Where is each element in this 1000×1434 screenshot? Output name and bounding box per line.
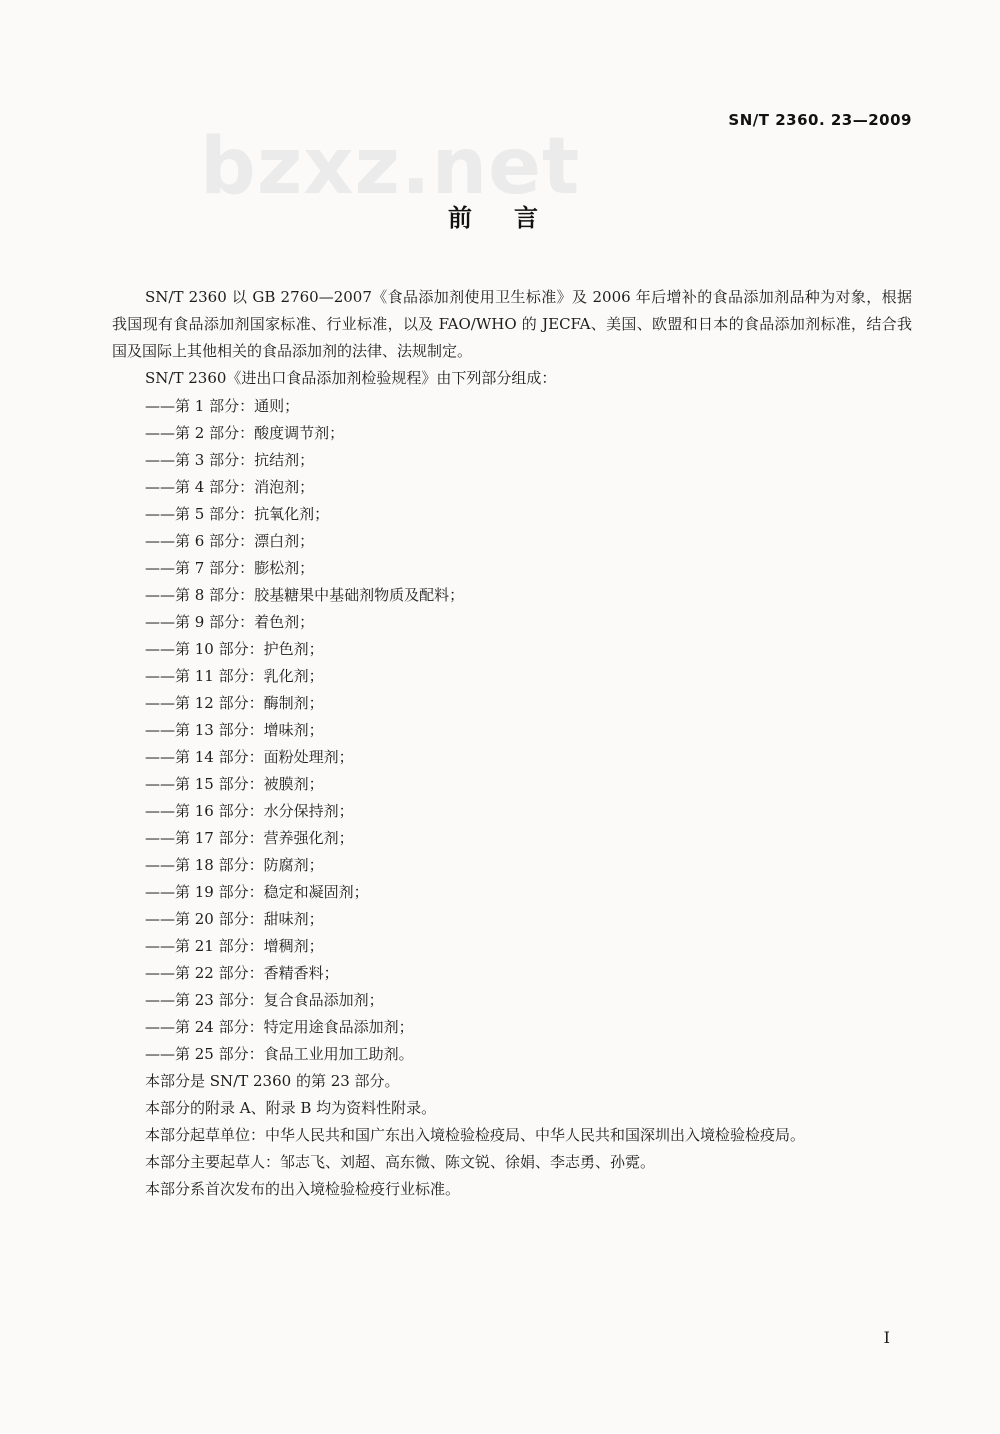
parts-list [112,393,912,1068]
list-item: ——第 20 部分：甜味剂； [145,910,324,928]
standard-number: SN/T 2360. 23—2009 [728,111,912,129]
list-item: ——第 8 部分：胶基糖果中基础剂物质及配料； [145,586,465,604]
list-item: ——第 12 部分：酶制剂； [145,694,324,712]
list-item: ——第 18 部分：防腐剂； [145,856,324,874]
list-item: ——第 3 部分：抗结剂； [145,451,315,469]
list-item: ——第 7 部分：膨松剂； [145,559,315,577]
page-title: 前言 [448,204,580,232]
list-item: ——第 23 部分：复合食品添加剂； [145,991,384,1009]
list-item: ——第 13 部分：增味剂； [145,721,324,739]
intro-paragraph: SN/T 2360 以 GB 2760—2007《食品添加剂使用卫生标准》及 2006 年后增补的食品添加剂品种为对象，根据我国现有食品添加剂国家标准、行业标准，以及 FAO/WHO 的 JECFA、美国、欧盟和日本的食品添加剂标准，结合我国及国际上其他相关的食品添加剂的法律、法规制定。 [112,288,912,360]
list-item: ——第 22 部分：香精香料； [145,964,339,982]
list-item: ——第 6 部分：漂白剂； [145,532,315,550]
document-body [112,284,912,1203]
list-item: ——第 25 部分：食品工业用加工助剂。 [145,1045,414,1063]
list-item: ——第 17 部分：营养强化剂； [145,829,354,847]
list-item: ——第 10 部分：护色剂； [145,640,324,658]
drafting-units-statement: 本部分起草单位：中华人民共和国广东出入境检验检疫局、中华人民共和国深圳出入境检验检疫局。 [145,1126,806,1144]
list-item: ——第 4 部分：消泡剂； [145,478,315,496]
drafters-statement: 本部分主要起草人：邹志飞、刘超、高东微、陈文锐、徐娟、李志勇、孙霓。 [145,1153,656,1171]
list-item: ——第 11 部分：乳化剂； [145,667,324,685]
this-part-statement: 本部分是 SN/T 2360 的第 23 部分。 [145,1072,400,1090]
first-release-statement: 本部分系首次发布的出入境检验检疫行业标准。 [145,1180,461,1198]
list-item: ——第 1 部分：通则； [145,397,300,415]
list-item: ——第 19 部分：稳定和凝固剂； [145,883,369,901]
appendix-statement: 本部分的附录 A、附录 B 均为资料性附录。 [145,1099,437,1117]
list-item: ——第 15 部分：被膜剂； [145,775,324,793]
list-item: ——第 24 部分：特定用途食品添加剂； [145,1018,414,1036]
watermark: bzxz.net [200,122,581,212]
parts-intro: SN/T 2360《进出口食品添加剂检验规程》由下列部分组成： [145,369,557,387]
list-item: ——第 9 部分：着色剂； [145,613,315,631]
list-item: ——第 2 部分：酸度调节剂； [145,424,345,442]
list-item: ——第 5 部分：抗氧化剂； [145,505,330,523]
list-item: ——第 14 部分：面粉处理剂； [145,748,354,766]
list-item: ——第 21 部分：增稠剂； [145,937,324,955]
page-number: I [883,1328,890,1347]
list-item: ——第 16 部分：水分保持剂； [145,802,354,820]
